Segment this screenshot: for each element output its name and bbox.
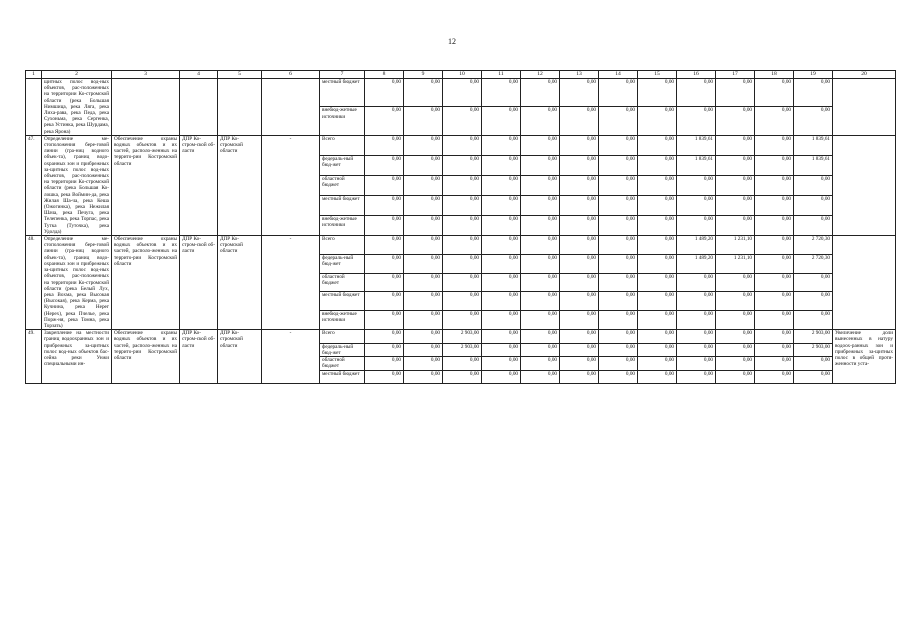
amount-cell: 0,00 [599, 370, 638, 384]
expected-result: Увеличение доли вынесенных в натуру водоох-ранных зон и прибрежных за-щитных полос в общей протя-женности уста- [833, 330, 896, 384]
amount-cell: 0,00 [482, 273, 521, 292]
expected-result [833, 135, 896, 235]
amount-cell: 0,00 [638, 254, 677, 273]
amount-cell: 0,00 [560, 292, 599, 311]
amount-cell: 0,00 [365, 107, 404, 135]
amount-cell: 0,00 [560, 330, 599, 344]
amount-cell: 0,00 [716, 175, 755, 195]
amount-cell: 0,00 [443, 79, 482, 107]
amount-cell: 0,00 [599, 107, 638, 135]
amount-cell: 0,00 [521, 79, 560, 107]
amount-cell: 0,00 [599, 236, 638, 255]
amount-cell: 0,00 [716, 155, 755, 175]
amount-cell: 0,00 [365, 236, 404, 255]
amount-cell: 2 720,30 [794, 254, 833, 273]
amount-cell: 0,00 [482, 292, 521, 311]
amount-cell: 0,00 [482, 343, 521, 357]
amount-cell: 2 903,00 [443, 330, 482, 344]
table-body [26, 71, 896, 384]
amount-cell: 0,00 [443, 155, 482, 175]
amount-cell: 0,00 [755, 357, 794, 371]
column-header: 18 [755, 71, 794, 79]
amount-cell: 0,00 [404, 175, 443, 195]
column-header: 1 [26, 71, 42, 79]
amount-cell: 0,00 [365, 79, 404, 107]
row-index [26, 79, 42, 136]
funding-source: местный бюджет [320, 79, 365, 107]
amount-cell: 0,00 [677, 330, 716, 344]
amount-cell: 0,00 [404, 292, 443, 311]
executor: ДПР Ко-стром-ской об-ласти [180, 135, 218, 235]
amount-cell: 0,00 [755, 330, 794, 344]
amount-cell: 0,00 [482, 311, 521, 330]
amount-cell: 0,00 [404, 343, 443, 357]
empty-cell [112, 79, 180, 136]
amount-cell: 0,00 [716, 370, 755, 384]
column-header: 13 [560, 71, 599, 79]
amount-cell: 0,00 [521, 370, 560, 384]
amount-cell: 1 231,10 [716, 254, 755, 273]
amount-cell: 0,00 [404, 273, 443, 292]
recipient: ДПР Ко-стромской области [218, 135, 262, 235]
col6-value: - [262, 236, 320, 330]
amount-cell: 0,00 [365, 155, 404, 175]
amount-cell: 0,00 [443, 236, 482, 255]
amount-cell: 0,00 [599, 357, 638, 371]
amount-cell: 0,00 [794, 292, 833, 311]
table-row [26, 330, 896, 344]
amount-cell: 0,00 [521, 343, 560, 357]
amount-cell: 0,00 [521, 175, 560, 195]
amount-cell: 0,00 [365, 330, 404, 344]
amount-cell: 0,00 [755, 370, 794, 384]
amount-cell: 0,00 [794, 370, 833, 384]
amount-cell: 0,00 [677, 79, 716, 107]
row-index: 47. [26, 135, 42, 235]
amount-cell: 0,00 [599, 330, 638, 344]
amount-cell: 0,00 [404, 311, 443, 330]
column-header: 15 [638, 71, 677, 79]
amount-cell: 0,00 [677, 357, 716, 371]
amount-cell: 2 720,30 [794, 236, 833, 255]
expected-result [833, 236, 896, 330]
funding-source: Всего [320, 236, 365, 255]
amount-cell: 0,00 [443, 292, 482, 311]
amount-cell: 0,00 [638, 357, 677, 371]
amount-cell: 0,00 [716, 357, 755, 371]
amount-cell: 0,00 [521, 292, 560, 311]
column-header: 4 [180, 71, 218, 79]
amount-cell: 0,00 [404, 155, 443, 175]
amount-cell: 1 839,61 [794, 135, 833, 155]
amount-cell: 0,00 [677, 107, 716, 135]
funding-source: местный бюджет [320, 292, 365, 311]
funding-source: федераль-ный бюд-жет [320, 155, 365, 175]
amount-cell: 0,00 [755, 107, 794, 135]
amount-cell: 0,00 [365, 357, 404, 371]
amount-cell: 0,00 [404, 79, 443, 107]
amount-cell: 0,00 [404, 330, 443, 344]
amount-cell: 0,00 [599, 79, 638, 107]
column-header: 10 [443, 71, 482, 79]
amount-cell: 0,00 [755, 135, 794, 155]
amount-cell: 0,00 [599, 195, 638, 215]
amount-cell: 0,00 [677, 195, 716, 215]
amount-cell: 1 839,61 [677, 155, 716, 175]
measure-description: Определение ме-стоположения бере-говой линии (гра-ниц водного объек-та), границ водо-охранных зон и прибрежных за-щитных полос вод-ных объектов, рас-положенных на территории Ко-стромской области (река Белый Лух, река Вохма, река Высокая (Высокая), река Керма, река Кучнина, река Нерег (Нерех), река Пчелье, река Порж-ня, река Томна, река Торзать) [42, 236, 112, 330]
amount-cell: 0,00 [521, 107, 560, 135]
amount-cell: 0,00 [365, 195, 404, 215]
amount-cell: 0,00 [677, 292, 716, 311]
amount-cell: 0,00 [638, 273, 677, 292]
funding-source: Всего [320, 135, 365, 155]
measure-description: Закрепление на местности границ водоохранных зон и прибрежных за-щитных полос вод-ных объектов бас-сейна реки Унжи специальными ин- [42, 330, 112, 384]
amount-cell: 0,00 [677, 175, 716, 195]
amount-cell: 0,00 [482, 254, 521, 273]
measure-goal: Обеспечение охраны водных объектов и их частей, располо-женных на террито-рии Костромской области [112, 330, 180, 384]
col6-value: - [262, 330, 320, 384]
amount-cell: 0,00 [794, 107, 833, 135]
measure-description: щитных полос вод-ных объектов, рас-положенных на территории Ко-стромской области (река Большая Нимшица, река Ляга, река Лиха-рава, река Педа, река Сухоньма, река Сергенка, река Устинка, река Шурдама, река Ярона) [42, 79, 112, 136]
amount-cell: 0,00 [443, 273, 482, 292]
funding-source: федераль-ный бюд-жет [320, 343, 365, 357]
amount-cell: 0,00 [638, 330, 677, 344]
amount-cell: 0,00 [560, 175, 599, 195]
amount-cell: 0,00 [521, 236, 560, 255]
amount-cell: 0,00 [794, 195, 833, 215]
amount-cell: 0,00 [560, 155, 599, 175]
amount-cell: 0,00 [794, 311, 833, 330]
column-header: 7 [320, 71, 365, 79]
amount-cell: 0,00 [560, 370, 599, 384]
amount-cell: 0,00 [521, 155, 560, 175]
amount-cell: 0,00 [404, 216, 443, 236]
amount-cell: 0,00 [443, 107, 482, 135]
amount-cell: 0,00 [794, 273, 833, 292]
row-index: 49. [26, 330, 42, 384]
amount-cell: 2 903,00 [794, 343, 833, 357]
amount-cell: 0,00 [755, 216, 794, 236]
column-header: 9 [404, 71, 443, 79]
amount-cell: 0,00 [521, 195, 560, 215]
amount-cell: 0,00 [716, 216, 755, 236]
amount-cell: 0,00 [482, 330, 521, 344]
amount-cell: 0,00 [482, 357, 521, 371]
empty-cell [218, 79, 262, 136]
amount-cell: 0,00 [638, 135, 677, 155]
amount-cell: 0,00 [599, 254, 638, 273]
amount-cell: 0,00 [521, 273, 560, 292]
amount-cell: 0,00 [755, 311, 794, 330]
amount-cell: 0,00 [716, 311, 755, 330]
amount-cell: 0,00 [794, 216, 833, 236]
expected-result [833, 79, 896, 136]
amount-cell: 0,00 [560, 79, 599, 107]
amount-cell: 2 903,00 [794, 330, 833, 344]
amount-cell: 0,00 [599, 175, 638, 195]
amount-cell: 0,00 [755, 292, 794, 311]
amount-cell: 0,00 [365, 216, 404, 236]
amount-cell: 0,00 [521, 254, 560, 273]
amount-cell: 0,00 [443, 357, 482, 371]
column-header: 16 [677, 71, 716, 79]
amount-cell: 0,00 [677, 273, 716, 292]
amount-cell: 0,00 [443, 254, 482, 273]
amount-cell: 0,00 [365, 175, 404, 195]
funding-source: местный бюджет [320, 195, 365, 215]
amount-cell: 0,00 [677, 311, 716, 330]
col6-value: - [262, 135, 320, 235]
amount-cell: 1 839,61 [677, 135, 716, 155]
amount-cell: 0,00 [404, 195, 443, 215]
amount-cell: 0,00 [716, 292, 755, 311]
amount-cell: 0,00 [638, 370, 677, 384]
amount-cell: 0,00 [365, 311, 404, 330]
funding-source: федераль-ный бюд-жет [320, 254, 365, 273]
column-header: 3 [112, 71, 180, 79]
recipient: ДПР Ко-стромской области [218, 330, 262, 384]
amount-cell: 0,00 [755, 254, 794, 273]
amount-cell: 1 231,10 [716, 236, 755, 255]
amount-cell: 0,00 [560, 357, 599, 371]
amount-cell: 0,00 [677, 343, 716, 357]
budget-table [25, 70, 896, 384]
amount-cell: 0,00 [482, 236, 521, 255]
amount-cell: 0,00 [755, 273, 794, 292]
funding-source: внебюд-жетные источники [320, 216, 365, 236]
amount-cell: 0,00 [482, 195, 521, 215]
amount-cell: 0,00 [365, 370, 404, 384]
amount-cell: 0,00 [560, 311, 599, 330]
funding-source: внебюд-жетные источники [320, 107, 365, 135]
amount-cell: 0,00 [716, 135, 755, 155]
amount-cell: 0,00 [404, 107, 443, 135]
empty-cell [180, 79, 218, 136]
amount-cell: 0,00 [755, 343, 794, 357]
amount-cell: 0,00 [638, 195, 677, 215]
empty-cell [262, 79, 320, 136]
amount-cell: 0,00 [677, 370, 716, 384]
amount-cell: 0,00 [404, 135, 443, 155]
amount-cell: 0,00 [443, 195, 482, 215]
amount-cell: 0,00 [794, 357, 833, 371]
amount-cell: 0,00 [599, 155, 638, 175]
measure-description: Определение ме-стоположения бере-говой линии (гра-ниц водного объек-та), границ водо-охранных зон и прибрежных за-щитных полос вод-ных объектов, рас-положенных на территории Ко-стромской области (река Большая Ко-лошка, река Воймин-да, река Жилая Ша-ча, река Кеша (Ожогинка), река Нежилая Шача, река Печуга, река Телепенка, река Торпас, река Тутка (Туточка), река Удолда) [42, 135, 112, 235]
amount-cell: 0,00 [560, 343, 599, 357]
amount-cell: 0,00 [482, 370, 521, 384]
amount-cell: 0,00 [482, 175, 521, 195]
amount-cell: 0,00 [716, 107, 755, 135]
amount-cell: 0,00 [638, 311, 677, 330]
amount-cell: 0,00 [365, 135, 404, 155]
amount-cell: 0,00 [443, 370, 482, 384]
amount-cell: 0,00 [755, 155, 794, 175]
table-row [26, 79, 896, 107]
amount-cell: 0,00 [482, 155, 521, 175]
page-number: 12 [448, 37, 456, 46]
amount-cell: 0,00 [560, 273, 599, 292]
funding-source: областной бюджет [320, 273, 365, 292]
recipient: ДПР Ко-стромской области [218, 236, 262, 330]
amount-cell: 0,00 [599, 343, 638, 357]
amount-cell: 0,00 [443, 216, 482, 236]
amount-cell: 0,00 [521, 357, 560, 371]
funding-source: Всего [320, 330, 365, 344]
amount-cell: 0,00 [794, 175, 833, 195]
funding-source: областной бюджет [320, 357, 365, 371]
amount-cell: 0,00 [716, 330, 755, 344]
funding-source: местный бюджет [320, 370, 365, 384]
amount-cell: 0,00 [404, 254, 443, 273]
amount-cell: 0,00 [638, 216, 677, 236]
amount-cell: 0,00 [599, 273, 638, 292]
amount-cell: 2 903,00 [443, 343, 482, 357]
funding-source: внебюд-жетные источники [320, 311, 365, 330]
amount-cell: 0,00 [716, 273, 755, 292]
amount-cell: 0,00 [755, 175, 794, 195]
amount-cell: 0,00 [755, 236, 794, 255]
amount-cell: 0,00 [638, 175, 677, 195]
amount-cell: 1 489,20 [677, 236, 716, 255]
column-header: 2 [42, 71, 112, 79]
amount-cell: 0,00 [560, 195, 599, 215]
amount-cell: 0,00 [365, 273, 404, 292]
amount-cell: 0,00 [794, 79, 833, 107]
amount-cell: 0,00 [638, 107, 677, 135]
amount-cell: 0,00 [560, 254, 599, 273]
amount-cell: 0,00 [365, 343, 404, 357]
amount-cell: 0,00 [365, 292, 404, 311]
column-header: 19 [794, 71, 833, 79]
amount-cell: 0,00 [443, 175, 482, 195]
executor: ДПР Ко-стром-ской об-ласти [180, 330, 218, 384]
measure-goal: Обеспечение охраны водных объектов и их частей, располо-женных на террито-рии Костромской области [112, 135, 180, 235]
amount-cell: 0,00 [638, 155, 677, 175]
measure-goal: Обеспечение охраны водных объектов и их частей, располо-женных на террито-рии Костромской области [112, 236, 180, 330]
amount-cell: 0,00 [560, 107, 599, 135]
amount-cell: 0,00 [365, 254, 404, 273]
amount-cell: 0,00 [677, 216, 716, 236]
row-index: 48. [26, 236, 42, 330]
amount-cell: 0,00 [755, 195, 794, 215]
amount-cell: 0,00 [638, 79, 677, 107]
amount-cell: 0,00 [638, 236, 677, 255]
column-header: 14 [599, 71, 638, 79]
column-header: 17 [716, 71, 755, 79]
amount-cell: 0,00 [755, 79, 794, 107]
amount-cell: 0,00 [521, 330, 560, 344]
amount-cell: 0,00 [404, 370, 443, 384]
amount-cell: 0,00 [443, 311, 482, 330]
amount-cell: 0,00 [443, 135, 482, 155]
funding-source: областной бюджет [320, 175, 365, 195]
amount-cell: 1 839,61 [794, 155, 833, 175]
table-row [26, 236, 896, 255]
table-row [26, 135, 896, 155]
column-header: 12 [521, 71, 560, 79]
amount-cell: 1 489,20 [677, 254, 716, 273]
amount-cell: 0,00 [560, 236, 599, 255]
amount-cell: 0,00 [716, 195, 755, 215]
amount-cell: 0,00 [599, 216, 638, 236]
amount-cell: 0,00 [716, 79, 755, 107]
column-header: 11 [482, 71, 521, 79]
amount-cell: 0,00 [521, 216, 560, 236]
amount-cell: 0,00 [560, 135, 599, 155]
amount-cell: 0,00 [638, 292, 677, 311]
amount-cell: 0,00 [521, 311, 560, 330]
amount-cell: 0,00 [482, 216, 521, 236]
amount-cell: 0,00 [638, 343, 677, 357]
amount-cell: 0,00 [521, 135, 560, 155]
amount-cell: 0,00 [404, 357, 443, 371]
column-header: 6 [262, 71, 320, 79]
amount-cell: 0,00 [599, 311, 638, 330]
header-row [26, 71, 896, 79]
executor: ДПР Ко-стром-ской об-ласти [180, 236, 218, 330]
column-header: 5 [218, 71, 262, 79]
amount-cell: 0,00 [560, 216, 599, 236]
column-header: 20 [833, 71, 896, 79]
amount-cell: 0,00 [482, 79, 521, 107]
amount-cell: 0,00 [599, 135, 638, 155]
amount-cell: 0,00 [404, 236, 443, 255]
column-header: 8 [365, 71, 404, 79]
amount-cell: 0,00 [482, 135, 521, 155]
amount-cell: 0,00 [716, 343, 755, 357]
amount-cell: 0,00 [482, 107, 521, 135]
amount-cell: 0,00 [599, 292, 638, 311]
